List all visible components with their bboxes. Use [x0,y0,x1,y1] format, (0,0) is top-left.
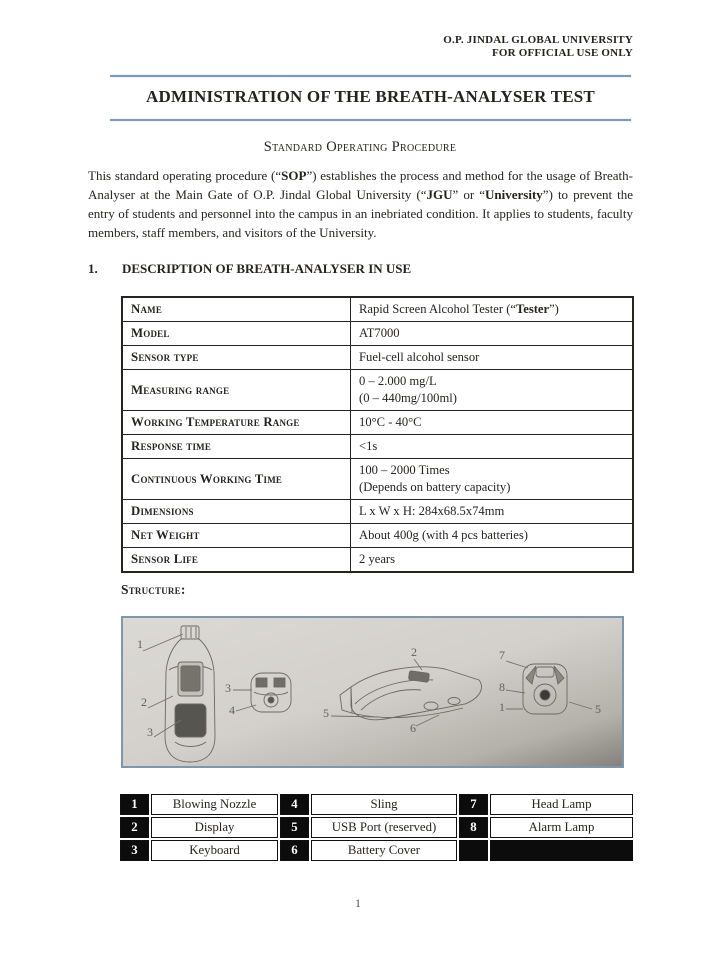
section-title: DESCRIPTION OF BREATH-ANALYSER IN USE [122,261,412,276]
callout-number: 5 [323,706,329,720]
legend-number-cell [459,840,488,861]
spec-row [122,370,633,411]
spec-row [122,459,633,500]
spec-label-cell: Name [122,297,351,322]
text-segment: 0 – 2.000 mg/L [359,374,437,388]
legend-number-cell: 7 [459,794,488,815]
legend-label-cell: Head Lamp [490,794,633,815]
top-view-drawing [251,673,291,712]
text-segment: 2 years [359,552,396,566]
legend-number-cell: 2 [120,817,149,838]
callout-leader-line [148,696,173,708]
text-segment: <1s [359,439,378,453]
title-rule-top [110,75,631,77]
callout-number: 4 [229,703,235,717]
text-segment: This standard operating procedure (“ [88,168,282,183]
spec-row [122,548,633,573]
text-segment: SOP [281,168,307,183]
front-view-drawing [165,626,215,762]
callout-number: 7 [499,648,505,662]
spec-value-cell [351,346,633,370]
text-segment: ”) establishes the process and method for the usage of Breath-Analyser at the Main Gate of O.P. Jindal Global University (“ [88,168,633,202]
legend-row [120,817,633,838]
legend-number-cell: 5 [280,817,309,838]
text-segment: About 400g (with 4 pcs batteries) [359,528,528,542]
spec-row [122,411,633,435]
official-use-note: FOR OFFICIAL USE ONLY [491,46,633,59]
legend-table [118,792,635,863]
spec-row [122,435,633,459]
spec-label-cell: Dimensions [122,500,351,524]
spec-row [122,322,633,346]
spec-value-line [359,503,624,520]
spec-row [122,524,633,548]
legend-label-cell: Blowing Nozzle [151,794,278,815]
spec-value-line [359,301,624,318]
end-view-drawing [523,664,567,714]
structure-heading: Structure: [121,582,186,597]
page-number: 1 [355,898,361,910]
spec-label-cell: Response time [122,435,351,459]
callout-leader-line [414,659,422,670]
section-number: 1. [88,261,98,276]
legend-row [120,794,633,815]
spec-value-line [359,479,624,496]
document-header [443,34,633,59]
spec-value-line [359,414,624,431]
legend-number-cell: 6 [280,840,309,861]
legend-number-cell: 4 [280,794,309,815]
structure-photo [121,616,624,768]
text-segment: ”) to prevent the entry of students and personnel into the campus in an inebriated condition. It applies to students, faculty members, staff members, and visitors of the University. [88,187,634,240]
legend-label-cell: Battery Cover [311,840,457,861]
callout-number: 5 [595,702,601,716]
text-segment: Fuel-cell alcohol sensor [359,350,480,364]
text-segment: University [485,187,543,202]
legend-label-cell: USB Port (reserved) [311,817,457,838]
legend-label-cell: Alarm Lamp [490,817,633,838]
section-1-heading [88,261,411,277]
legend-label-cell: Display [151,817,278,838]
text-segment: Tester [515,302,550,316]
text-segment: (0 – 440mg/100ml) [359,391,457,405]
spec-label-cell: Model [122,322,351,346]
callout-leader-line [506,690,525,693]
legend-number-cell: 1 [120,794,149,815]
text-segment: L x W x H: 284x68.5x74mm [359,504,505,518]
spec-value-line [359,438,624,455]
side-view-drawing [340,667,481,720]
callout-leader-line [416,715,439,726]
callout-number: 2 [141,695,147,709]
legend-label-cell [490,840,633,861]
spec-label-cell: Continuous Working Time [122,459,351,500]
callout-number: 2 [411,645,417,659]
spec-row [122,500,633,524]
legend-number-cell: 8 [459,817,488,838]
org-name: O.P. JINDAL GLOBAL UNIVERSITY [443,34,633,46]
legend-number-cell: 3 [120,840,149,861]
legend-label-cell: Sling [311,794,457,815]
spec-value-line [359,390,624,407]
intro-paragraph [88,166,633,242]
callout-number: 3 [225,681,231,695]
figure-callouts [137,634,601,739]
spec-value-line [359,325,624,342]
spec-label-cell: Sensor type [122,346,351,370]
spec-row [122,297,633,322]
spec-label-cell: Working Temperature Range [122,411,351,435]
callout-number: 1 [499,700,505,714]
title-rule-bottom [110,119,631,121]
spec-label-cell: Sensor Life [122,548,351,573]
legend-row [120,840,633,861]
spec-value-line [359,349,624,366]
callout-number: 6 [410,721,416,735]
callout-leader-line [569,702,592,709]
spec-label-cell: Measuring range [122,370,351,411]
text-segment: (Depends on battery capacity) [359,480,511,494]
document-title: ADMINISTRATION OF THE BREATH-ANALYSER TEST [146,87,595,106]
spec-value-line [359,373,624,390]
spec-value-cell [351,435,633,459]
spec-value-cell [351,370,633,411]
callout-leader-line [506,661,528,668]
spec-table [121,296,634,573]
callout-number: 8 [499,680,505,694]
text-segment: ”) [549,302,559,316]
spec-row [122,346,633,370]
spec-value-cell [351,459,633,500]
spec-value-cell [351,411,633,435]
spec-value-cell [351,524,633,548]
spec-value-cell [351,500,633,524]
text-segment: 10°C - 40°C [359,415,422,429]
legend-label-cell: Keyboard [151,840,278,861]
text-segment: Rapid Screen Alcohol Tester (“ [359,302,516,316]
spec-value-cell [351,322,633,346]
spec-label-cell: Net Weight [122,524,351,548]
spec-value-line [359,462,624,479]
spec-value-line [359,551,624,568]
spec-value-cell [351,548,633,573]
document-subtitle: Standard Operating Procedure [263,139,457,155]
text-segment: AT7000 [359,326,400,340]
callout-number: 1 [137,637,143,651]
text-segment: JGU [426,187,453,202]
text-segment: ” or “ [452,187,486,202]
spec-value-cell [351,297,633,322]
text-segment: 100 – 2000 Times [359,463,450,477]
callout-number: 3 [147,725,153,739]
spec-value-line [359,527,624,544]
structure-diagram-svg [123,618,622,765]
